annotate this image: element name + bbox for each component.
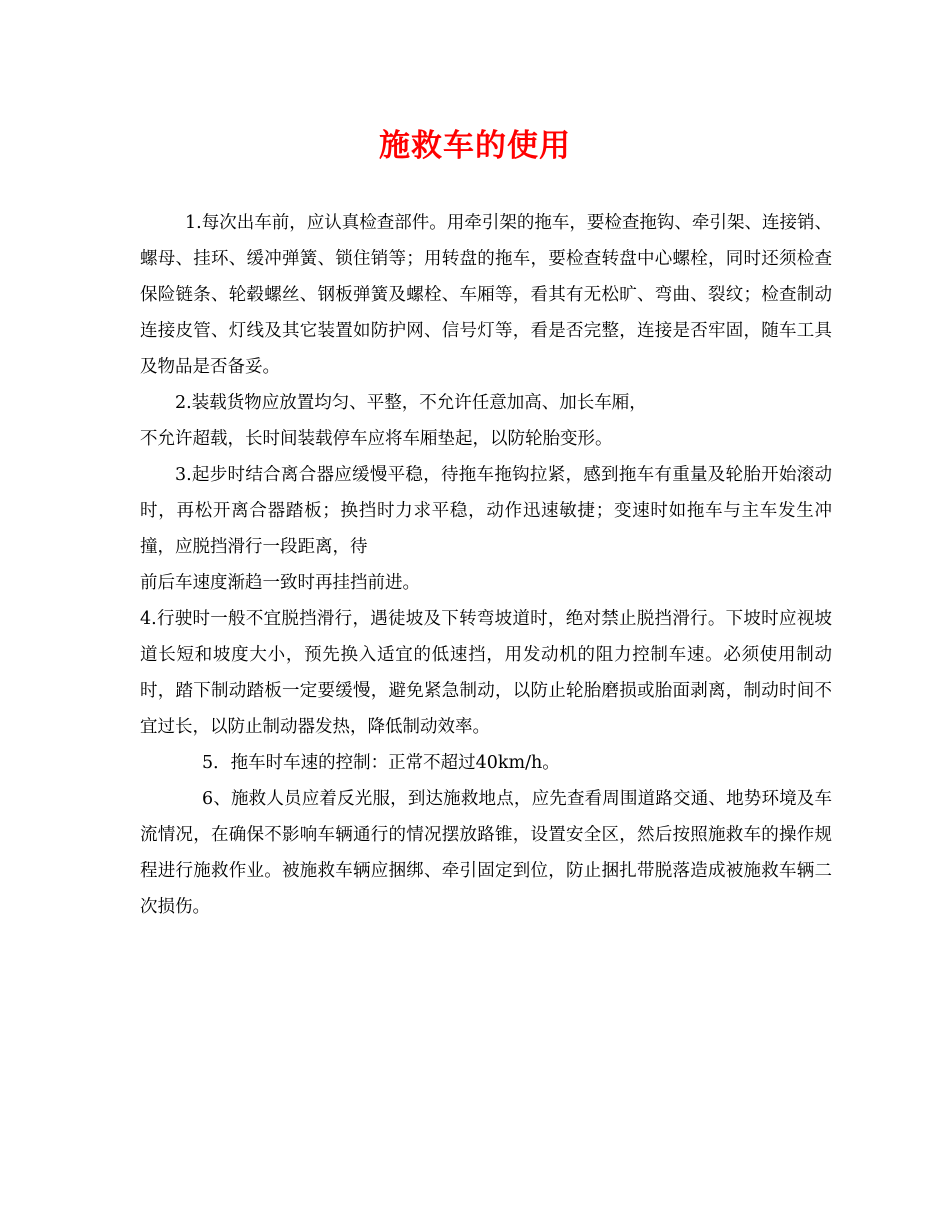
document-title: 施救车的使用 <box>379 128 571 164</box>
paragraph-4: 4.行驶时一般不宜脱挡滑行，遇徒坡及下转弯坡道时，绝对禁止脱挡滑行。下坡时应视坡道长短和坡度大小，预先换入适宜的低速挡，用发动机的阻力控制车速。必须使用制动时，踏下制动踏板一定要缓慢，避免紧急制动，以防止轮胎磨损或胎面剥离，制动时间不宜过长，以防止制动器发热，降低制动效率。 <box>140 609 832 737</box>
paragraph-1: 1.每次出车前，应认真检查部件。用牵引架的拖车，要检查拖钩、牵引架、连接销、螺母、挂环、缓冲弹簧、锁住销等；用转盘的拖车，要检查转盘中心螺栓，同时还须检查保险链条、轮毂螺丝、钢板弹簧及螺栓、车厢等，看其有无松旷、弯曲、裂纹；检查制动连接皮管、灯线及其它装置如防护网、信号灯等，看是否完整，连接是否牢固，随车工具 及物品是否备妥。 <box>140 213 832 377</box>
paragraph-3: 3.起步时结合离合器应缓慢平稳，待拖车拖钩拉紧，感到拖车有重量及轮胎开始滚动时，再松开离合器踏板；换挡时力求平稳，动作迅速敏捷；变速时如拖车与主车发生冲撞，应脱挡滑行一段距离，待 <box>140 465 832 557</box>
document-body <box>140 205 832 925</box>
paragraph-2-continued: 不允许超载，长时间装载停车应将车厢垫起，以防轮胎变形。 <box>140 429 613 449</box>
paragraph-3-continued: 前后车速度渐趋一致时再挂挡前进。 <box>140 573 420 593</box>
paragraph-5: 5．拖车时车速的控制：正常不超过40km/h。 <box>202 753 560 773</box>
paragraph-6: 6、施救人员应着反光服，到达施救地点，应先查看周围道路交通、地势环境及车流情况，在确保不影响车辆通行的情况摆放路锥，设置安全区，然后按照施救车的操作规程进行施救作业。被施救车辆应捆绑、牵引固定到位，防止捆扎带脱落造成被施救车辆二次损伤。 <box>140 789 832 917</box>
paragraph-2: 2.装载货物应放置均匀、平整，不允许任意加高、加长车厢， <box>175 393 647 413</box>
